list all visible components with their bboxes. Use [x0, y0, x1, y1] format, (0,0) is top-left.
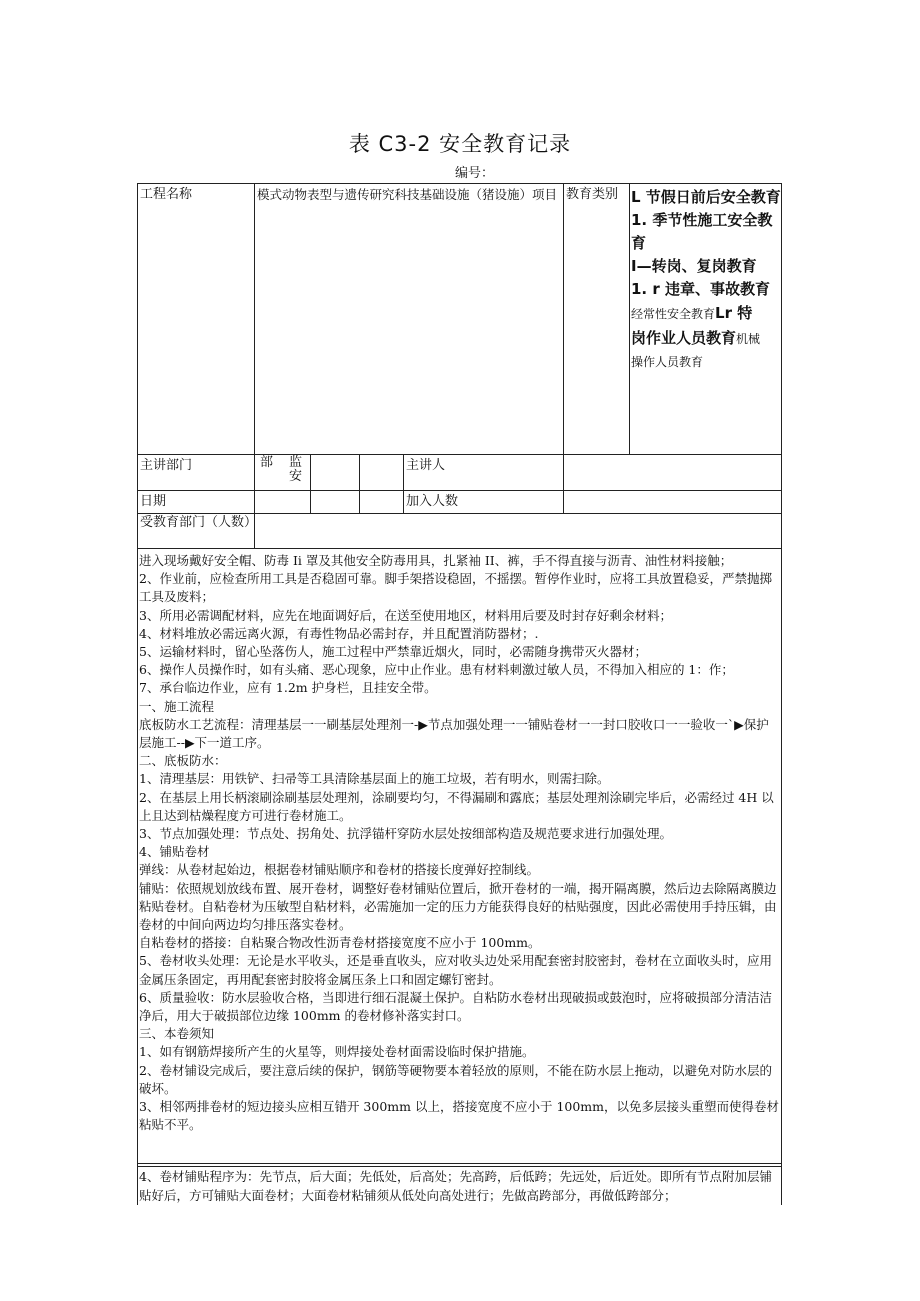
content-paragraph: 弹线：从卷材起始边，根据卷材铺贴顺序和卷材的搭接长度弹好控制线。 [139, 862, 540, 878]
education-option-mixed: 岗作业人员教育机械 [631, 329, 761, 347]
content-paragraph: 5、运输材料时，留心坠落伤人，施工过程中严禁靠近烟火，同时，必需随身携带灭火器材； [139, 644, 647, 660]
table-rule [137, 454, 782, 455]
lecture-dept-label: 主讲部门 [140, 458, 193, 473]
content-paragraph: 进入现场戴好安全帽、防毒 Ii 罩及其他安全防毒用具，扎紧袖 II、裤，手不得直接与沥青、油性材料接触； [139, 553, 733, 568]
table-rule [359, 454, 360, 513]
table-border-top [137, 183, 782, 184]
table-border-left [137, 183, 138, 1205]
serial-number-label: 编号： [455, 166, 495, 181]
content-body [139, 552, 781, 1135]
section-heading: 三、本卷须知 [139, 1026, 215, 1042]
content-paragraph: 2、卷材铺设完成后，要注意后续的保护，钢筋等硬物要本着轻放的原则，不能在防水层上拖动，以避免对防水层的破坏。 [139, 1062, 772, 1096]
table-border-right [781, 183, 782, 1205]
table-rule [403, 454, 404, 513]
dept-char: 部 [260, 455, 274, 470]
lecturer-label: 主讲人 [406, 458, 446, 473]
education-option: 1. r 违章、事故教育 [631, 280, 770, 298]
content-paragraph: 3、相邻两排卷材的短边接头应相互错开 300mm 以上，搭接宽度不应小于 100mm，以免多层接头重塑而使得卷材粘贴不平。 [139, 1099, 780, 1133]
join-count-label: 加入人数 [406, 494, 459, 509]
section-heading: 一、施工流程 [139, 698, 215, 714]
content-paragraph: 1、清理基层：用铁铲、扫帚等工具清除基层面上的施工垃圾，若有明水，则需扫除。 [139, 771, 610, 787]
content-paragraph: 2、作业前，应检查所用工具是否稳固可靠。脚手架搭设稳固，不摇摆。暂停作业时，应将工具放置稳妥，严禁抛掷工具及废料； [139, 571, 772, 605]
table-rule [137, 490, 782, 491]
education-type-options [631, 186, 781, 374]
education-option: I—转岗、复岗教育 [631, 257, 757, 275]
date-label: 日期 [140, 494, 167, 509]
project-name-value: 模式动物表型与遗传研究科技基础设施（猪设施）项目 [257, 187, 558, 202]
content-paragraph: 4、铺贴卷材 [139, 844, 210, 860]
section-heading: 二、底板防水： [139, 753, 227, 769]
project-name-label: 工程名称 [140, 187, 193, 202]
table-border-bottom [137, 1163, 782, 1164]
content-paragraph: 2、在基层上用长柄滚刷涂刷基层处理剂，涂刷要均匀，不得漏刷和露底；基层处理剂涂刷完毕后，必需经过 4H 以上且达到枯燥程度方可进行卷材施工。 [139, 789, 774, 823]
education-type-label: 教育类别 [566, 187, 619, 202]
dept-char: 安 [289, 469, 303, 484]
content-paragraph: 5、卷材收头处理：无论是水平收头，还是垂直收头，应对收头边处采用配套密封胶密封，卷材在立面收头时，应用金属压条固定，再用配套密封胶将金属压条上口和固定螺钉密封。 [139, 953, 772, 987]
table-border-continued [137, 1166, 782, 1167]
content-paragraph: 铺贴：依照规划放线布置、展开卷材，调整好卷材铺贴位置后，掀开卷材的一端，揭开隔离膜，然后边去除隔离膜边粘贴卷材。自粘卷材为压敏型自粘材料，必需施加一定的压力方能获得良好的枯贴强度，因此必需使用手持压辑，由卷材的中间向两边均匀排压落实卷材。 [139, 880, 777, 933]
content-paragraph: 1、如有钢筋焊接所产生的火星等，则焊接处卷材面需设临时保护措施。 [139, 1044, 535, 1060]
table-rule [254, 490, 310, 491]
content-paragraph: 6、操作人员操作时，如有头痛、恶心现象，应中止作业。患有材料刺激过敏人员，不得加入相应的 1：作； [139, 662, 734, 678]
content-paragraph: 3、节点加强处理：节点处、拐角处、抗浮锚杆穿防水层处按细部构造及规范要求进行加强处理。 [139, 826, 672, 842]
content-continued: 4、卷材铺贴程序为：先节点，后大面；先低处，后高处；先高跨，后低跨；先远处，后近处。即所有节点附加层铺贴好后，方可铺贴大面卷材；大面卷材粘铺须从低处向高处进行；先做高跨部分，再做低跨部分； [139, 1169, 772, 1203]
content-paragraph: 6、质量验收：防水层验收合格，当即进行细石混凝土保护。自粘防水卷材出现破损或鼓泡时，应将破损部分清洁洁净后，用大于破损部位边缘 100mm 的卷材修补落实封口。 [139, 989, 772, 1024]
content-paragraph: 4、材料堆放必需远离火源，有毒性物品必需封存，并且配置消防器材；. [139, 625, 539, 641]
table-rule [254, 183, 255, 548]
content-paragraph: 7、承台临边作业，应有 1.2m 护身栏，且挂安全带。 [139, 680, 437, 696]
content-paragraph: 自粘卷材的搭接：自粘聚合物改性沥青卷材搭接宽度不应小于 100mm。 [139, 935, 541, 951]
educated-dept-label: 受教育部门（人数） [140, 515, 258, 530]
education-option: 操作人员教育 [631, 355, 704, 369]
dept-char: 监 [289, 455, 303, 470]
education-option: L 节假日前后安全教育 [631, 188, 781, 206]
education-option-mixed: 经常性安全教育Lr 特 [631, 304, 753, 322]
table-rule [137, 548, 782, 549]
table-rule [310, 454, 311, 513]
content-paragraph: 3、所用必需调配材料，应先在地面调好后，在送至使用地区，材料用后要及时封存好剩余材料； [139, 607, 672, 623]
table-rule [563, 183, 564, 513]
education-option: 1. 季节性施工安全教育 [631, 211, 773, 252]
document-title: 表 C3-2 安全教育记录 [348, 132, 572, 156]
table-rule [629, 183, 630, 454]
content-paragraph: 底板防水工艺流程：清理基层一一刷基层处理剂一-▶节点加强处理一一铺贴卷材一一封口胶收口一一验收一`▶保护层施工--▶下一道工序。 [139, 716, 769, 751]
